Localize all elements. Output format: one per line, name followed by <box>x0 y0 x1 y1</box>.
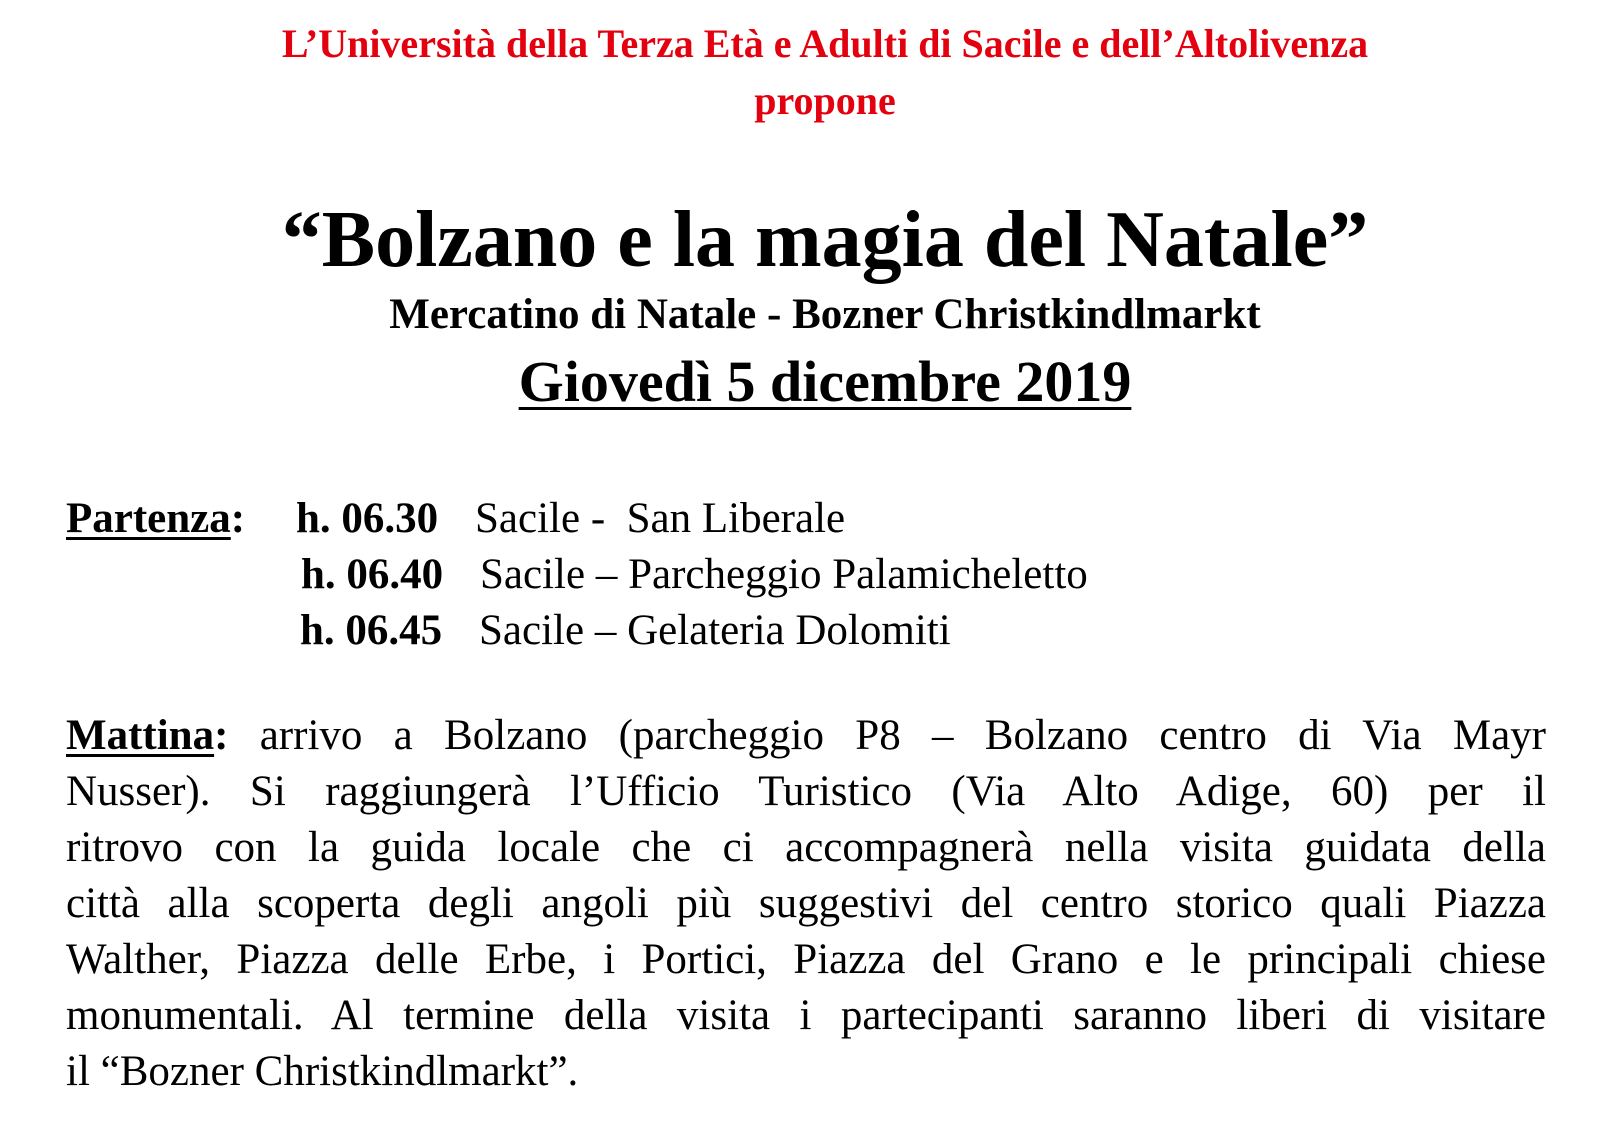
departure-time-1: h. 06.30 <box>296 495 439 542</box>
morning-line-4: città alla scoperta degli angoli più suggestivi del centro storico quali Piazza <box>66 880 1546 927</box>
propone-label: propone <box>754 78 896 123</box>
morning-paragraph <box>66 708 1546 1100</box>
departure-time-3: h. 06.45 <box>300 607 443 654</box>
departure-row-3 <box>0 606 1600 656</box>
morning-line-1: Mattina: arrivo a Bolzano (parcheggio P8 – Bolzano centro di Via Mayr <box>66 712 1547 759</box>
event-title: “Bolzano e la magia del Natale” <box>281 196 1369 284</box>
morning-line-2: Nusser). Si raggiungerà l’Ufficio Turistico (Via Alto Adige, 60) per il <box>66 768 1546 815</box>
morning-line-7: il “Bozner Christkindlmarkt”. <box>66 1048 579 1095</box>
morning-line-6: monumentali. Al termine della visita i partecipanti saranno liberi di visitare <box>66 992 1546 1039</box>
morning-line-3: ritrovo con la guida locale che ci accompagnerà nella visita guidata della <box>66 824 1546 871</box>
departure-row-2 <box>0 550 1600 600</box>
event-date <box>25 348 1600 416</box>
departure-label: Partenza: <box>66 495 246 542</box>
organization-name: L’Università della Terza Età e Adulti di Sacile e dell’Altolivenza <box>281 21 1369 66</box>
departure-row-1 <box>0 494 1600 544</box>
event-subtitle: Mercatino di Natale - Bozner Christkindlmarkt <box>389 291 1261 338</box>
departure-time-2: h. 06.40 <box>301 551 444 598</box>
morning-line-5: Walther, Piazza delle Erbe, i Portici, Piazza del Grano e le principali chiese <box>66 936 1546 983</box>
departure-place-3: Sacile – Gelateria Dolomiti <box>479 607 951 654</box>
departure-place-2: Sacile – Parcheggio Palamicheletto <box>480 551 1088 598</box>
departure-place-1: Sacile - San Liberale <box>475 495 846 542</box>
event-date-text: Giovedì 5 dicembre 2019 <box>518 349 1132 414</box>
morning-label: Mattina: <box>66 712 229 759</box>
